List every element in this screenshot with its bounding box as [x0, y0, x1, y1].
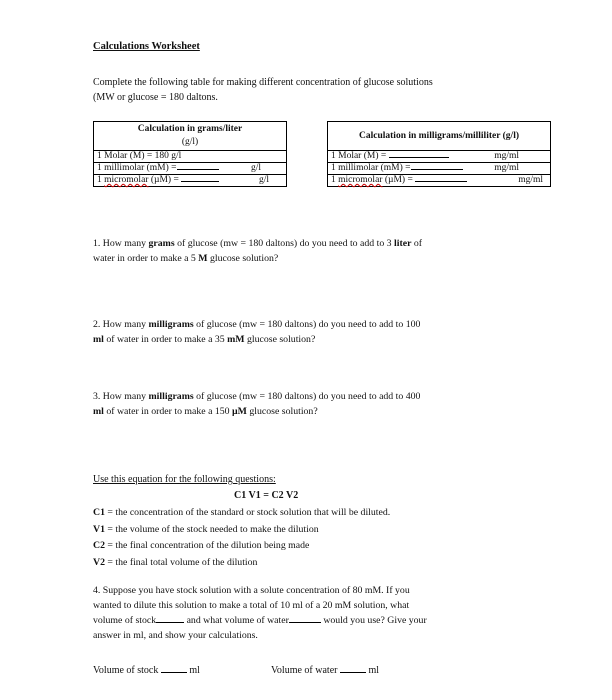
question-4: 4. Suppose you have stock solution with a solute concentration of 80 mM. If you wanted to dilute this solution to make a total of 10 ml of a 20 mM solution, what volume of stock and what volume of water would you use? Give your answer in ml, and show your calculations.: [93, 585, 427, 641]
right-row-molar: 1 Molar (M) = mg/ml: [328, 151, 551, 163]
def-v1: V1 = the volume of the stock needed to make the dilution: [93, 523, 319, 535]
dilution-formula: C1 V1 = C2 V2: [234, 490, 299, 501]
intro-line-1: Complete the following table for making different concentration of glucose solutions: [93, 77, 433, 88]
variable-definitions: [93, 505, 390, 571]
left-row-molar: 1 Molar (M) = 180 g/l: [94, 151, 287, 163]
right-column-header: Calculation in milligrams/milliliter (g/l): [328, 122, 551, 151]
water-answer-blank[interactable]: [340, 672, 366, 673]
worksheet-title: Calculations Worksheet: [93, 41, 200, 52]
stock-blank[interactable]: [156, 622, 184, 623]
volume-of-water-answer: Volume of water ml: [271, 665, 380, 676]
conversion-table: [93, 121, 551, 187]
volume-of-stock-answer: Volume of stock ml: [93, 665, 200, 676]
question-2: 2. How many milligrams of glucose (mw = 180 daltons) do you need to add to 100 ml of water in order to make a 35 mM glucose solution?: [93, 319, 421, 345]
right-row-micromolar: 1 micromolar (µM) = mg/ml: [328, 175, 551, 187]
left-row-micromolar: 1 micromolar (µM) = g/l: [94, 175, 287, 187]
left-row-millimolar: 1 millimolar (mM) = g/l: [94, 163, 287, 175]
stock-answer-blank[interactable]: [161, 672, 187, 673]
def-v2: V2 = the final total volume of the dilution: [93, 556, 258, 568]
right-row-millimolar: 1 millimolar (mM) = mg/ml: [328, 163, 551, 175]
question-3: 3. How many milligrams of glucose (mw = 180 daltons) do you need to add to 400 ml of water in order to make a 150 µM glucose solution?: [93, 391, 421, 417]
intro-line-2: (MW or glucose = 180 daltons.: [93, 92, 218, 103]
def-c1: C1 = the concentration of the standard or stock solution that will be diluted.: [93, 507, 391, 518]
question-1: 1. How many grams of glucose (mw = 180 daltons) do you need to add to 3 liter of water in order to make a 5 M glucose solution?: [93, 238, 423, 264]
water-blank[interactable]: [289, 622, 321, 623]
equation-heading: Use this equation for the following questions:: [93, 474, 276, 485]
intro-text: [93, 75, 533, 105]
def-c2: C2 = the final concentration of the dilution being made: [93, 540, 310, 551]
left-column-header: Calculation in grams/liter (g/l): [94, 122, 287, 151]
